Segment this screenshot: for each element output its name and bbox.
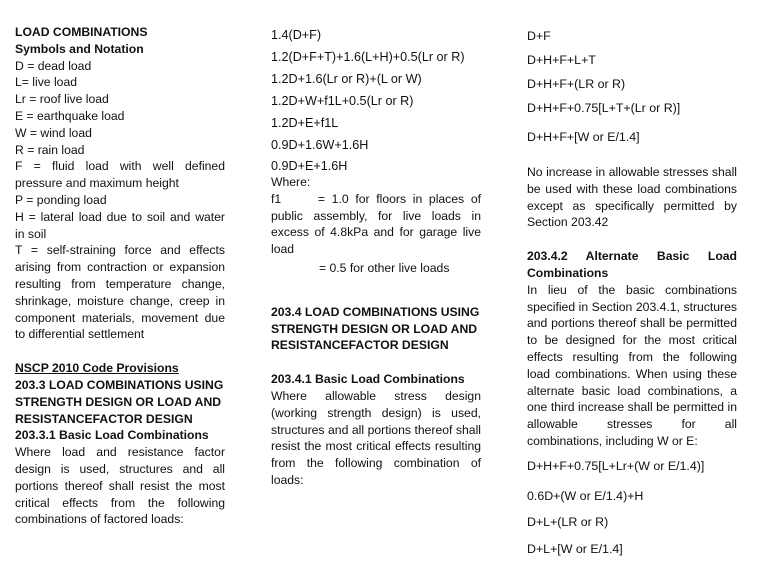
alt-equation-3: D+L+(LR or R) (527, 514, 609, 529)
section-203-4-2-text: In lieu of the basic combinations specified in Section 203.4.1, structures and portions thereof shall be permitted to be designed for the most critical effects resulting from the following load combinations. When using these alternate basic load combinations, a one third increase shall be permitted in allowable stresses for all combinations, including W or E: (527, 282, 737, 448)
section-203-4-1-text: Where allowable stress design (working strength design) is used, structures and all portions thereof shall resist the most critical effects resulting from the following combination of loads: (271, 388, 481, 487)
alt-equation-1: D+H+F+0.75[L+Lr+(W or E/1.4)] (527, 458, 705, 473)
equation-lrfd-5: 1.2D+E+f1L (271, 116, 339, 130)
section-203-4-2-heading: 203.4.2 Alternate Basic Load Combinations (527, 249, 737, 280)
symbol-f: F = fluid load with well defined pressure and maximum height (15, 159, 225, 191)
equation-lrfd-6: 0.9D+1.6W+1.6H (271, 138, 369, 152)
f1-def-text: = 1.0 for floors in places of public assembly, for live loads in excess of 4.8kPa and for garage live load (271, 191, 482, 257)
symbol-e: E = earthquake load (15, 108, 125, 123)
column-1 (15, 24, 225, 528)
equation-asd-3: D+H+F+(LR or R) (527, 77, 626, 91)
alt-equation-4: D+L+[W or E/1.4] (527, 541, 623, 556)
symbol-l: L= live load (15, 75, 77, 90)
provisions-heading: NSCP 2010 Code Provisions (15, 361, 179, 376)
section-203-3-1-heading: 203.3.1 Basic Load Combinations (15, 428, 209, 443)
equation-lrfd-1: 1.4(D+F) (271, 28, 322, 42)
where-label: Where: (271, 175, 311, 189)
alt-equation-2: 0.6D+(W or E/1.4)+H (527, 488, 644, 503)
asd-note: No increase in allowable stresses shall be used with these load combinations except as specifically permitted by Section 203.42 (527, 165, 737, 230)
symbols-notation-heading: Symbols and Notation (15, 41, 144, 56)
symbol-t: T = self-straining force and effects arising from contraction or expansion resulting from temperature change, shrinkage, moisture change, creep in component materials, movement due to differential settlement (15, 243, 225, 342)
symbol-h: H = lateral load due to soil and water in soil (15, 209, 225, 241)
equation-lrfd-2: 1.2(D+F+T)+1.6(L+H)+0.5(Lr or R) (271, 50, 465, 64)
load-combinations-title: LOAD COMBINATIONS (15, 25, 148, 39)
equation-lrfd-7: 0.9D+E+1.6H (271, 159, 348, 173)
f1-symbol: f1 (271, 191, 282, 206)
symbol-lr: Lr = roof live load (15, 92, 109, 107)
f1-definition (271, 191, 481, 258)
section-203-3-1-text: Where load and resistance factor design is used, structures and all portions thereof shall resist the most critical effects from the following combinations of factored loads: (15, 445, 225, 527)
equation-asd-4: D+H+F+0.75[L+T+(Lr or R)] (527, 101, 681, 115)
f1-alt-definition: = 0.5 for other live loads (319, 260, 450, 275)
equation-asd-2: D+H+F+L+T (527, 53, 596, 67)
equation-lrfd-3: 1.2D+1.6(Lr or R)+(L or W) (271, 72, 422, 86)
equation-asd-1: D+F (527, 29, 551, 43)
section-203-3-heading: 203.3 LOAD COMBINATIONS USING STRENGTH DESIGN OR LOAD AND RESISTANCEFACTOR DESIGN (15, 377, 224, 426)
symbol-d: D = dead load (15, 58, 92, 73)
symbol-p: P = ponding load (15, 192, 107, 207)
equation-lrfd-4: 1.2D+W+f1L+0.5(Lr or R) (271, 94, 414, 108)
section-203-4-1-heading: 203.4.1 Basic Load Combinations (271, 372, 465, 387)
column-3 (527, 24, 737, 564)
section-203-4-heading: 203.4 LOAD COMBINATIONS USING STRENGTH DESIGN OR LOAD AND RESISTANCEFACTOR DESIGN (271, 304, 480, 353)
symbol-r: R = rain load (15, 142, 85, 157)
column-2 (271, 24, 481, 489)
symbol-w: W = wind load (15, 125, 92, 140)
equation-asd-5: D+H+F+[W or E/1.4] (527, 130, 640, 144)
